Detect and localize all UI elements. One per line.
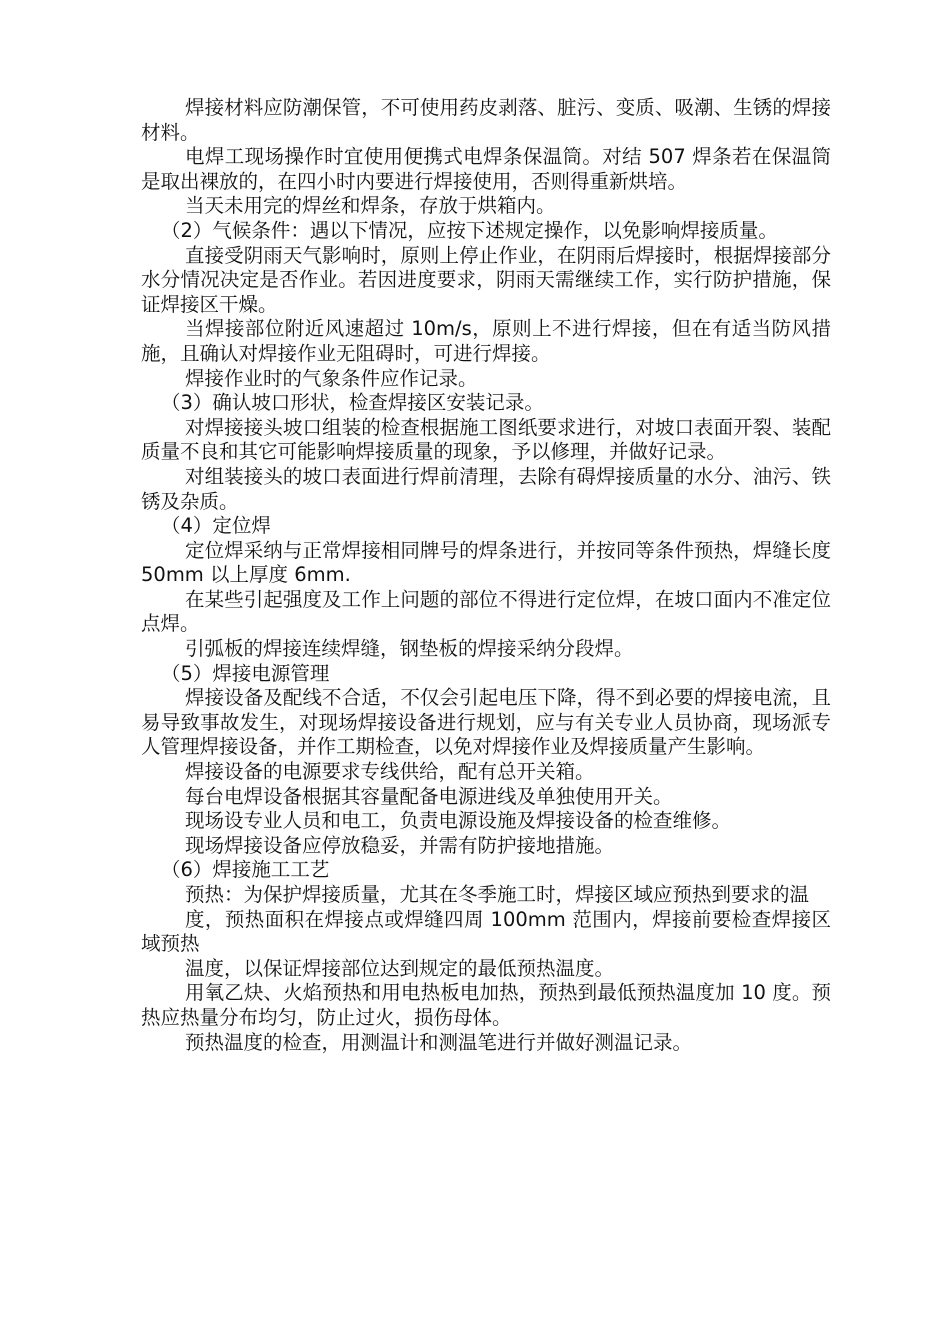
body-paragraph: 在某些引起强度及工作上问题的部位不得进行定位焊，在坡口面内不准定位点焊。 bbox=[141, 587, 831, 636]
section-heading: （4）定位焊 bbox=[161, 514, 271, 538]
document-body bbox=[141, 96, 831, 1055]
body-paragraph: 定位焊采纳与正常焊接相同牌号的焊条进行，并按同等条件预热，焊缝长度 50mm 以上厚度 6mm. bbox=[141, 538, 831, 587]
body-paragraph: 当焊接部位附近风速超过 10m/s，原则上不进行焊接，但在有适当防风措施，且确认对焊接作业无阻碍时，可进行焊接。 bbox=[141, 317, 831, 365]
body-paragraph: 电焊工现场操作时宜使用便携式电焊条保温筒。对结 507 焊条若在保温筒是取出裸放的，在四小时内要进行焊接使用，否则得重新烘培。 bbox=[141, 145, 831, 193]
section-heading: （3）确认坡口形状，检查焊接区安装记录。 bbox=[161, 391, 544, 415]
section-heading: （6）焊接施工工艺 bbox=[161, 858, 330, 882]
body-paragraph: 现场设专业人员和电工，负责电源设施及焊接设备的检查维修。 bbox=[185, 809, 732, 833]
body-paragraph: 现场焊接设备应停放稳妥，并需有防护接地措施。 bbox=[185, 833, 615, 857]
body-paragraph: 焊接作业时的气象条件应作记录。 bbox=[185, 366, 478, 390]
body-paragraph: 度，预热面积在焊接点或焊缝四周 100mm 范围内，焊接前要检查焊接区域预热 bbox=[141, 907, 831, 956]
body-paragraph: 每台电焊设备根据其容量配备电源进线及单独使用开关。 bbox=[185, 784, 673, 808]
body-paragraph: 预热：为保护焊接质量，尤其在冬季施工时，焊接区域应预热到要求的温 bbox=[185, 883, 810, 906]
body-paragraph: 温度，以保证焊接部位达到规定的最低预热温度。 bbox=[185, 956, 615, 980]
body-paragraph: 用氧乙炔、火焰预热和用电热板电加热，预热到最低预热温度加 10 度。预热应热量分布均匀，防止过火，损伤母体。 bbox=[141, 981, 831, 1029]
body-paragraph: 焊接材料应防潮保管，不可使用药皮剥落、脏污、变质、吸潮、生锈的焊接材料。 bbox=[141, 96, 831, 144]
body-paragraph: 当天未用完的焊丝和焊条，存放于烘箱内。 bbox=[185, 194, 556, 218]
section-heading: （5）焊接电源管理 bbox=[161, 661, 330, 685]
body-paragraph: 焊接设备及配线不合适，不仅会引起电压下降，得不到必要的焊接电流，且易导致事故发生，对现场焊接设备进行规划，应与有关专业人员协商，现场派专人管理焊接设备，并作工期检查，以免对焊接作业及焊接质量产生影响。 bbox=[141, 686, 831, 759]
body-paragraph: 对组装接头的坡口表面进行焊前清理，去除有碍焊接质量的水分、油污、铁锈及杂质。 bbox=[141, 464, 831, 513]
section-heading: （2）气候条件：遇以下情况，应按下述规定操作，以免影响焊接质量。 bbox=[161, 218, 778, 242]
body-paragraph: 对焊接接头坡口组装的检查根据施工图纸要求进行，对坡口表面开裂、装配质量不良和其它可能影响焊接质量的现象，予以修理，并做好记录。 bbox=[141, 415, 831, 464]
body-paragraph: 焊接设备的电源要求专线供给，配有总开关箱。 bbox=[185, 760, 595, 784]
body-paragraph: 直接受阴雨天气影响时，原则上停止作业，在阴雨后焊接时，根据焊接部分水分情况决定是否作业。若因进度要求，阴雨天需继续工作，实行防护措施，保证焊接区干燥。 bbox=[141, 243, 831, 316]
body-paragraph: 引弧板的焊接连续焊缝，钢垫板的焊接采纳分段焊。 bbox=[185, 637, 634, 661]
body-paragraph: 预热温度的检查，用测温计和测温笔进行并做好测温记录。 bbox=[185, 1030, 693, 1054]
